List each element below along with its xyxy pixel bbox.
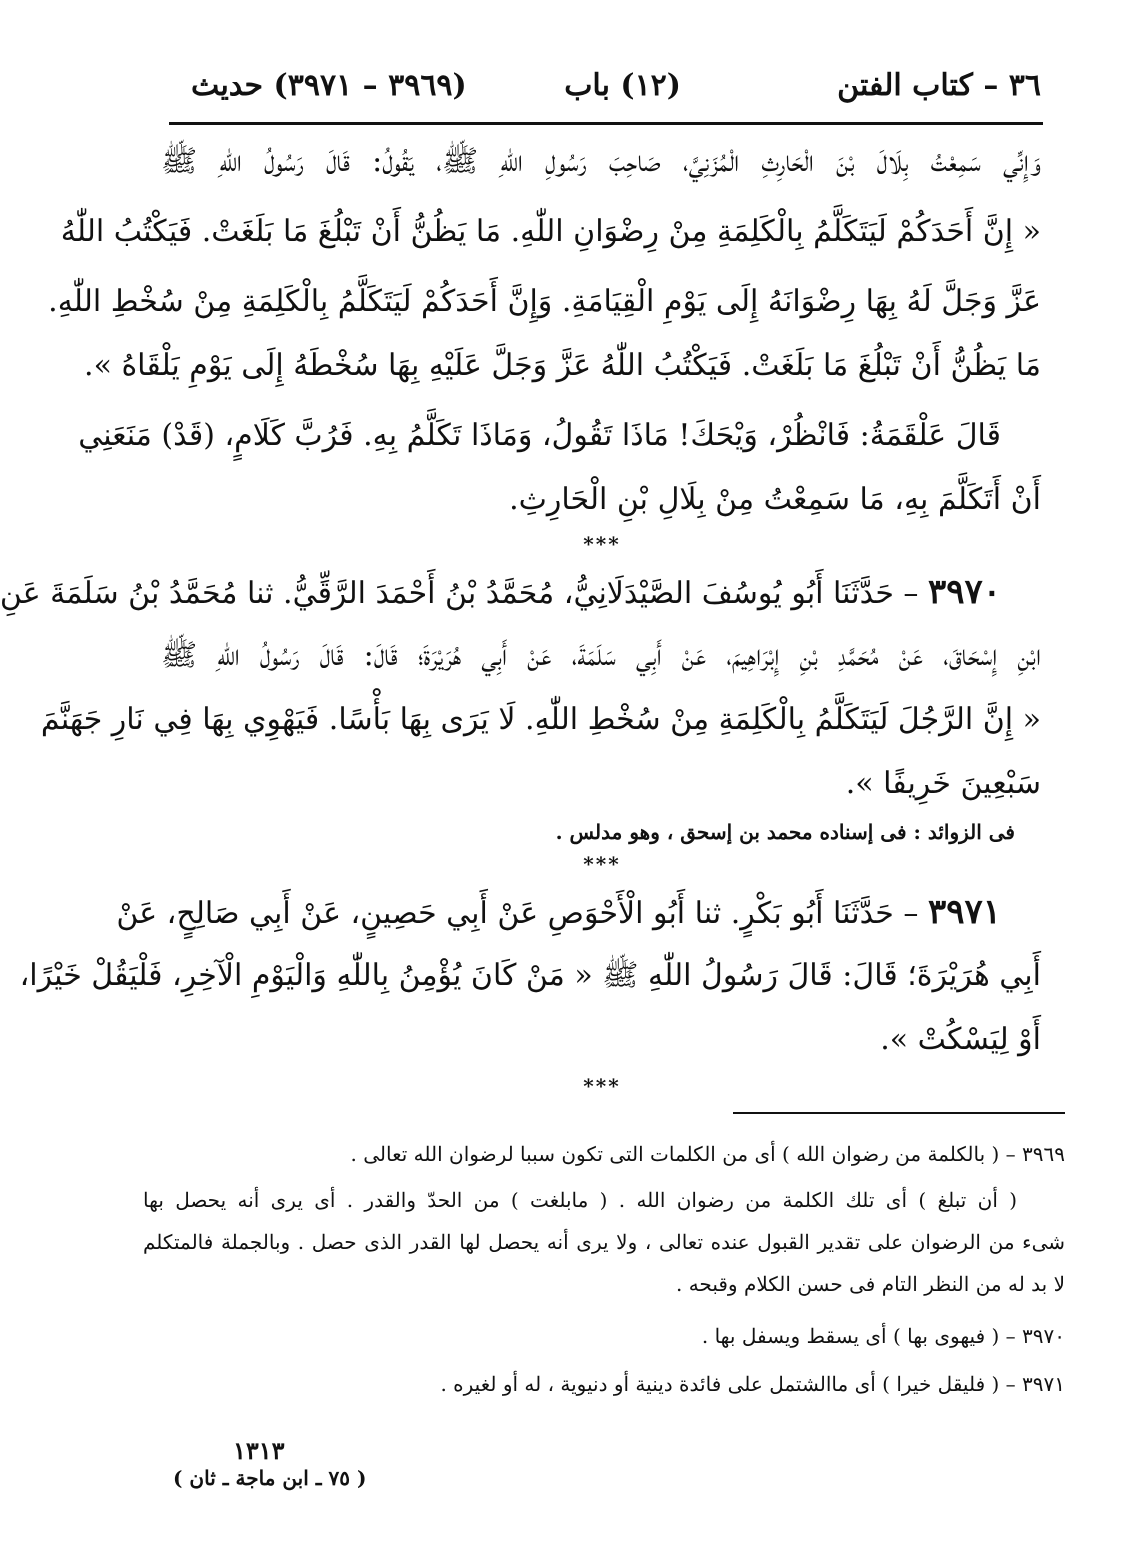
- hadith-3969-line-1: وَإِنِّي سَمِعْتُ بِلَالَ بْنَ الْحَارِثِ الْمُزَنِيَّ، صَاحِبَ رَسُولِ اللّٰهِ ﷺ، يَقُولُ: قَالَ رَسُولُ اللّٰهِ ﷺ: [161, 144, 1041, 179]
- footnote-line-6: ٣٩٧١ – ( فليقل خيرا ) أى ماالشتمل على فائدة دينية أو دنيوية ، له أو لغيره .: [440, 1372, 1065, 1396]
- footnote-line-2: ( أن تبلغ ) أى تلك الكلمة من رضوان الله . ( مابلغت ) من الحدّ والقدر . أى يرى أنه يحصل بها: [143, 1188, 1017, 1212]
- page-header: [171, 62, 1041, 122]
- hadith-3970-line-2: ابْنِ إِسْحَاقَ، عَنْ مُحَمَّدِ بْنِ إِبْرَاهِيمَ، عَنْ أَبِي سَلَمَةَ، عَنْ أَبِي هُرَيْرَةَ؛ قَالَ: قَالَ رَسُولُ اللّٰهِ ﷺ: [161, 638, 1041, 673]
- section-separator-3: ***: [583, 1074, 621, 1098]
- book-title: ٣٦ – كتاب الفتن: [837, 68, 1041, 103]
- footnote-line-4: لا بد له من النظر التام فى حسن الكلام وقبحه .: [675, 1272, 1065, 1296]
- hadith-3970-line-4: سَبْعِينَ خَرِيفًا ».: [845, 766, 1041, 801]
- hadith-3970-line-1: [0, 570, 1001, 616]
- hadith-3969-line-4: مَا يَظُنُّ أَنْ تَبْلُغَ مَا بَلَغَتْ. فَيَكْتُبُ اللّٰهُ عَزَّ وَجَلَّ عَلَيْهِ بِهَا سُخْطَهُ إِلَى يَوْمِ يَلْقَاهُ ».: [84, 348, 1041, 383]
- hadith-3969-line-3: عَزَّ وَجَلَّ لَهُ بِهَا رِضْوَانَهُ إِلَى يَوْمِ الْقِيَامَةِ. وَإِنَّ أَحَدَكُمْ لَيَتَكَلَّمُ بِالْكَلِمَةِ مِنْ سُخْطِ اللّٰهِ.: [48, 284, 1041, 319]
- page-number: ١٣١٣: [233, 1436, 285, 1465]
- footnote-line-1: ٣٩٦٩ – ( بالكلمة من رضوان الله ) أى من الكلمات التى تكون سببا لرضوان الله تعالى .: [350, 1142, 1065, 1166]
- hadith-range: (٣٩٦٩ – ٣٩٧١) حديث: [191, 68, 467, 103]
- hadith-3970-line-3: « إِنَّ الرَّجُلَ لَيَتَكَلَّمُ بِالْكَلِمَةِ مِنْ سُخْطِ اللّٰهِ. لَا يَرَى بِهَا بَأْسًا. فَيَهْوِي بِهَا فِي نَارِ جَهَنَّمَ: [40, 702, 1041, 737]
- section-separator: ***: [583, 532, 621, 556]
- hadith-3970-number: ٣٩٧٠: [927, 572, 1001, 612]
- hadith-3971-line-1: [116, 890, 1001, 936]
- hadith-3970-line-1-text: – حَدَّثَنَا أَبُو يُوسُفَ الصَّيْدَلَانِيُّ، مُحَمَّدُ بْنُ أَحْمَدَ الرَّقِّيُّ. ثنا مُحَمَّدُ بْنُ سَلَمَةَ عَنِ: [0, 576, 919, 611]
- alqama-line-1: قَالَ عَلْقَمَةُ: فَانْظُرْ، وَيْحَكَ! مَاذَا تَقُولُ، وَمَاذَا تَكَلَّمُ بِهِ. فَرُبَّ كَلَامٍ، (قَدْ) مَنَعَنِي: [78, 418, 1001, 453]
- hadith-3971-line-1-text: – حَدَّثَنَا أَبُو بَكْرٍ. ثنا أَبُو الْأَحْوَصِ عَنْ أَبِي حَصِينٍ، عَنْ أَبِي صَالِحٍ، عَنْ: [116, 896, 919, 931]
- section-separator-2: ***: [583, 852, 621, 876]
- hadith-3971-number: ٣٩٧١: [927, 892, 1001, 932]
- signature-mark: ( ٧٥ ـ ابن ماجة ـ ثان ): [173, 1466, 367, 1490]
- hadith-3971-line-2: أَبِي هُرَيْرَةَ؛ قَالَ: قَالَ رَسُولُ اللّٰهِ ﷺ « مَنْ كَانَ يُؤْمِنُ بِاللّٰهِ وَالْيَوْمِ الْآخِرِ، فَلْيَقُلْ خَيْرًا،: [19, 958, 1041, 993]
- header-divider: [169, 122, 1043, 125]
- footnote-line-5: ٣٩٧٠ – ( فيهوى بها ) أى يسقط ويسفل بها .: [701, 1324, 1065, 1348]
- footnote-divider: [733, 1112, 1065, 1114]
- bab-number: (١٢) باب: [564, 68, 681, 103]
- alqama-line-2: أَنْ أَتَكَلَّمَ بِهِ، مَا سَمِعْتُ مِنْ بِلَالِ بْنِ الْحَارِثِ.: [509, 482, 1041, 517]
- hadith-3971-line-3: أَوْ لِيَسْكُتْ ».: [880, 1022, 1041, 1057]
- footnote-line-3: شىء من الرضوان على تقدير القبول عنده تعالى ، ولا يرى أنه يحصل لها القدر الذى حصل . وبالجملة فالمتكلم: [143, 1230, 1065, 1254]
- hadith-3969-line-2: « إِنَّ أَحَدَكُمْ لَيَتَكَلَّمُ بِالْكَلِمَةِ مِنْ رِضْوَانِ اللّٰهِ. مَا يَظُنُّ أَنْ تَبْلُغَ مَا بَلَغَتْ. فَيَكْتُبُ اللّٰهُ: [60, 214, 1041, 249]
- zawaid-note: فى الزوائد : فى إسناده محمد بن إسحق ، وهو مدلس .: [555, 820, 1015, 844]
